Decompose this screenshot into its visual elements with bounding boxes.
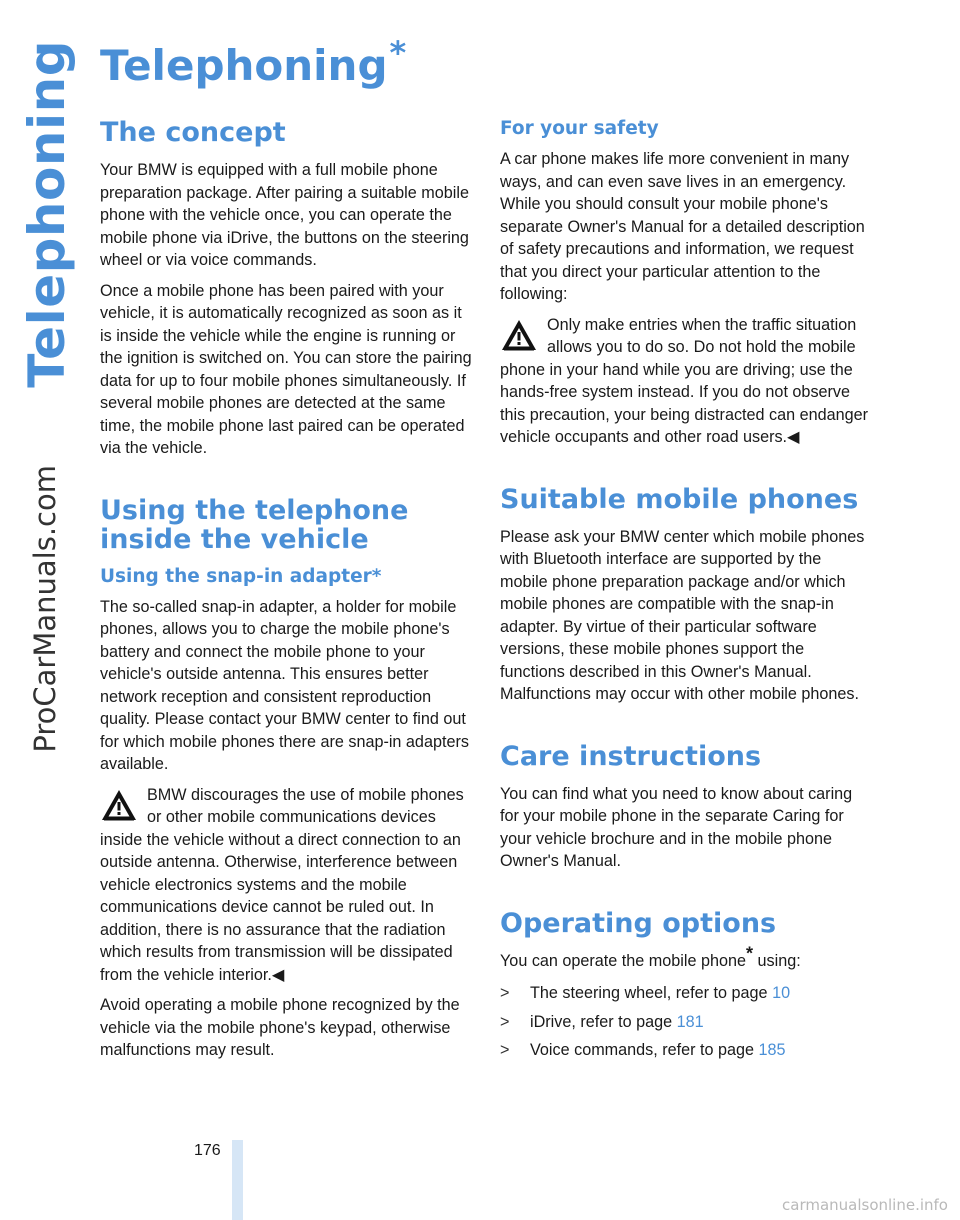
list-item [500, 1039, 872, 1062]
page-edge-bar [232, 1140, 243, 1220]
heading-for-your-safety: For your safety [500, 118, 659, 139]
footer-watermark: carmanualsonline.info [782, 1196, 948, 1214]
keypad-paragraph: Avoid operating a mobile phone recognized by the vehicle via the mobile phone's keypad, otherwise malfunctions may result. [100, 996, 460, 1059]
list-item [500, 1011, 872, 1034]
option-label: The steering wheel, refer to page [530, 984, 773, 1002]
warning-note-antenna [100, 784, 472, 987]
page-link-181[interactable]: 181 [676, 1012, 704, 1031]
safety-paragraph: A car phone makes life more convenient in many ways, and can even save lives in an emergency. While you should consult your mobile phone's separate Owner's Manual for a detailed description of safety precautions and information, we request that you direct your particular attention to the following: [500, 150, 865, 303]
operating-intro-text: You can operate the mobile phone [500, 951, 747, 970]
page-link-185[interactable]: 185 [758, 1041, 786, 1059]
watermark-text: ProCarManuals.com [28, 465, 62, 753]
heading-care-instructions: Care instructions [500, 740, 762, 772]
operating-options-list [500, 982, 872, 1062]
list-item-text [530, 1039, 786, 1062]
section-tab-label: Telephoning [18, 40, 76, 388]
page-title-text: Telephoning [100, 41, 388, 90]
warning-triangle-icon [500, 318, 538, 352]
snap-in-paragraph: The so-called snap-in adapter, a holder for mobile phones, allows you to charge the mobile phone's battery and connect the mobile phone to your vehicle's outside antenna. This ensures better network reception and consistent reproduction quality. Please contact your BMW center to find out for which mobile phones there are snap-in adapters available. [100, 597, 469, 773]
page-title [100, 34, 406, 90]
page-number: 176 [194, 1142, 221, 1159]
heading-snap-in-adapter: Using the snap-in adapter* [100, 565, 382, 587]
concept-paragraph-1: Your BMW is equipped with a full mobile phone preparation package. After pairing a suitable mobile phone with the vehicle once, you can operate the mobile phone via iDrive, the buttons on the steering wheel or via voice commands. [100, 161, 469, 269]
warning-note-traffic [500, 314, 872, 449]
heading-using-telephone-inside: Using the telephone inside the vehicle [100, 494, 409, 555]
heading-the-concept: The concept [100, 117, 286, 148]
right-column [500, 118, 872, 1068]
suitable-paragraph: Please ask your BMW center which mobile phones with Bluetooth interface are supported by the mobile phone preparation package and/or which mobile phones are compatible with the snap-in adapter. By virtue of their particular software versions, these mobile phones support the functions described in this Owner's Manual. Malfunctions may occur with other mobile phones. [500, 527, 865, 703]
concept-paragraph-2: Once a mobile phone has been paired with your vehicle, it is automatically recognized as soon as it is inside the vehicle while the engine is running or the ignition is switched on. You can store the pairing data for up to four mobile phones simultaneously. If several mobile phones are detected at the same time, the mobile phone last paired can be operated via the vehicle. [100, 281, 472, 457]
heading-operating-options: Operating options [500, 907, 777, 939]
option-label: Voice commands, refer to page [530, 1041, 759, 1059]
warning-text-traffic: Only make entries when the traffic situation allows you to do so. Do not hold the mobile phone in your hand while you are driving; use the hands-free system instead. If you do not observe this precaution, your being distracted can endanger vehicle occupants and other road users.◀ [500, 315, 869, 446]
list-item-text [530, 982, 790, 1005]
heading-suitable-mobile-phones: Suitable mobile phones [500, 483, 859, 515]
option-label: iDrive, refer to page [530, 1012, 677, 1031]
warning-triangle-icon [100, 788, 138, 822]
operating-intro [500, 943, 872, 973]
care-paragraph: You can find what you need to know about caring for your mobile phone in the separate Caring for your vehicle brochure and in the mobile phone Owner's Manual. [500, 784, 853, 870]
operating-intro-suffix: using: [753, 951, 801, 970]
bullet-marker: > [500, 1041, 510, 1059]
left-column [100, 118, 472, 1070]
list-item-text [530, 1011, 704, 1034]
page-link-10[interactable]: 10 [772, 984, 791, 1002]
warning-text-antenna: BMW discourages the use of mobile phones or other mobile communications devices inside the vehicle without a direct connection to an outside antenna. Otherwise, interference between vehicle electronics systems and the mobile communications device cannot be ruled out. In addition, there is no assurance that the radiation which results from transmission will be dissipated from the vehicle interior.◀ [100, 785, 464, 984]
bullet-marker: > [500, 1012, 510, 1031]
asterisk-icon: * [389, 34, 407, 72]
list-item [500, 982, 872, 1005]
asterisk-icon: * [746, 943, 754, 964]
bullet-marker: > [500, 984, 510, 1002]
